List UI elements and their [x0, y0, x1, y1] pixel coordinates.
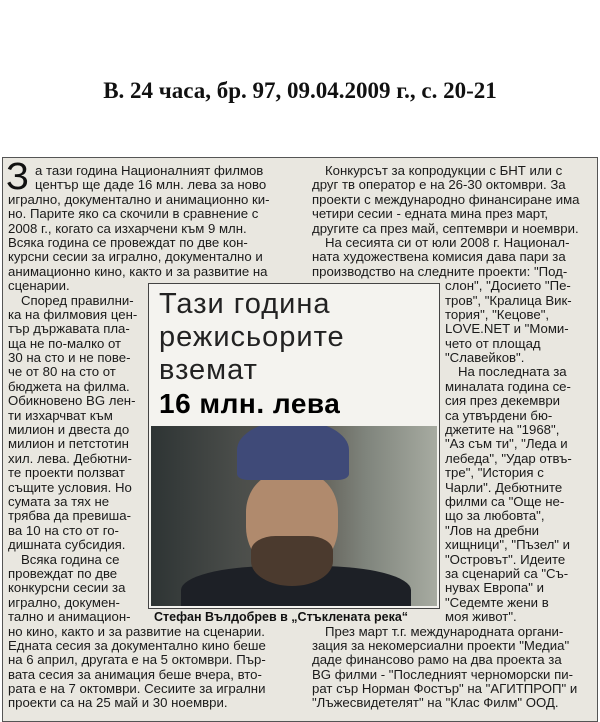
text-line: център ще даде 16 млн. лева за ново — [35, 177, 267, 193]
text-line: "Славейков". — [445, 350, 525, 366]
text-line: те проекти ползват — [8, 465, 125, 481]
text-line: провеждат по две — [8, 565, 118, 581]
text-line: През март т.г. международната органи- — [325, 623, 564, 639]
text-line: хил. лева. Дебютни- — [8, 450, 132, 466]
headline-photo-box — [148, 283, 440, 609]
text-line: Според правилни- — [21, 292, 134, 308]
text-line: 30 на сто и не пове- — [8, 350, 131, 366]
text-line: дишната субсидия. — [8, 537, 126, 553]
text-line: моя живот". — [445, 609, 517, 625]
text-line: тре", "История с — [445, 465, 544, 481]
text-line: LOVE.NET и "Моми- — [445, 321, 569, 337]
text-line: ва 10 на сто от го- — [8, 522, 119, 538]
text-line: Всяка година се — [21, 551, 120, 567]
text-line: лебеда", "Удар отвъ- — [445, 450, 572, 466]
text-line: "Лъжесвидетелят" на "Клас Филм" ООД. — [312, 695, 559, 711]
headline-line: Тази година — [159, 288, 331, 320]
text-line: "Седемте жени в — [445, 594, 549, 610]
photo-caption: Стефан Вълдобрев в „Стъклената река“ — [154, 610, 409, 624]
text-line: на 6 април, другата е на 5 октомври. Пър- — [8, 652, 266, 668]
text-line: чето от площад — [445, 335, 541, 351]
text-line: що за любовта", — [445, 508, 545, 524]
text-line: филми са "Още не- — [445, 493, 565, 509]
text-line: за сценарий са "Съ- — [445, 565, 569, 581]
text-line: игрално, документално и анимационно ки- — [8, 191, 270, 207]
text-line: BG филми - "Последният черноморски пи- — [312, 666, 573, 682]
text-line: че от 80 на сто от — [8, 364, 116, 380]
text-line: същите условия. Но — [8, 479, 132, 495]
text-line: бюджета на филма. — [8, 378, 130, 394]
text-line: проекти са на 25 май и 30 ноември. — [8, 695, 228, 711]
text-line: милион и двеста до — [8, 422, 130, 438]
text-line: "Аз съм ти", "Леда и — [445, 436, 568, 452]
text-line: слон", "Досието "Пе- — [445, 278, 571, 294]
text-line: 2008 г., когато са изхарчени към 9 млн. — [8, 220, 247, 236]
text-line: милион и петстотин — [8, 436, 129, 452]
text-line: зация за некомерсиални проекти "Медиа" — [312, 637, 570, 653]
text-line: а тази година Националният филмов — [35, 163, 264, 178]
headline-line-bold: 16 млн. лева — [159, 388, 341, 419]
text-line: производство на следните проекти: "Под- — [312, 263, 568, 279]
text-line: Всяка година се провеждат по две кон- — [8, 234, 248, 250]
text-line: Обикновено BG лен- — [8, 393, 136, 409]
text-line: но кино, както и за развитие на сценарии. — [8, 623, 265, 639]
text-line: друг тв оператор е на 26-30 октомври. За — [312, 177, 566, 193]
text-line: даде финансово рамо на два проекта за — [312, 652, 562, 668]
photo-beanie — [237, 426, 349, 480]
headline-line: вземат — [159, 354, 258, 386]
text-line: ща не по-малко от — [8, 335, 122, 351]
text-line: но. Парите яко са скочили в сравнение с — [8, 206, 259, 222]
text-line: миналата година се- — [445, 378, 571, 394]
text-line: другите са през май, септември и ноември. — [312, 220, 579, 236]
text-line: ната художествена комисия дава пари за — [312, 249, 566, 265]
text-line: тър държавата пла- — [8, 321, 130, 337]
text-line: конкурсни сесии за — [8, 580, 126, 596]
drop-cap: З — [6, 156, 29, 198]
text-line: анимационно кино, както и за развитие на — [8, 263, 268, 279]
text-line: сценарии. — [8, 278, 70, 294]
text-line: Конкурсът за копродукции с БНТ или с — [325, 163, 563, 178]
text-line: джетите на "1968", — [445, 422, 560, 438]
text-line: тров", "Кралица Вик- — [445, 292, 572, 308]
text-line: сумата за тях не — [8, 493, 110, 509]
text-line: тално и анимацион- — [8, 609, 131, 625]
text-line: На последната за — [458, 364, 567, 380]
text-line: трябва да превиша- — [8, 508, 131, 524]
text-line: ка на филмовия цен- — [8, 306, 138, 322]
text-line: Едната сесия за документално кино беше — [8, 637, 266, 653]
text-line: ти изхарчват към — [8, 407, 113, 423]
text-line: "Лов на дребни — [445, 522, 540, 538]
text-line: рат сър Норман Фостър" на "АГИТПРОП" и — [312, 681, 578, 697]
photo-beard — [251, 536, 333, 586]
text-line: са утвърдени бю- — [445, 407, 553, 423]
text-line: рата е на 7 октомври. Сесиите за игрални — [8, 681, 266, 697]
text-line: тория", "Кецове", — [445, 306, 550, 322]
headline-line: режисьорите — [159, 321, 345, 353]
text-line: проекти с международно финансиране има — [312, 191, 580, 207]
text-line: "Островът". Идеите — [445, 551, 566, 567]
text-line: Чарли". Дебютните — [445, 479, 563, 495]
text-line: хищници", "Пъзел" и — [445, 537, 570, 553]
text-line: нувах Европа" и — [445, 580, 544, 596]
source-citation: В. 24 часа, бр. 97, 09.04.2009 г., с. 20-21 — [103, 78, 497, 103]
text-line: сия през декември — [445, 393, 561, 409]
text-line: курсни сесии за игрално, документално и — [8, 249, 263, 265]
text-line: игрално, докумен- — [8, 594, 120, 610]
headline — [159, 288, 345, 420]
portrait-photo — [151, 426, 437, 606]
text-line: четири сесии - едната мина през март, — [312, 206, 549, 222]
text-line: вата сесия за анимация беше вчера, вто- — [8, 666, 262, 682]
text-line: На сесията си от юли 2008 г. Национал- — [325, 234, 570, 250]
